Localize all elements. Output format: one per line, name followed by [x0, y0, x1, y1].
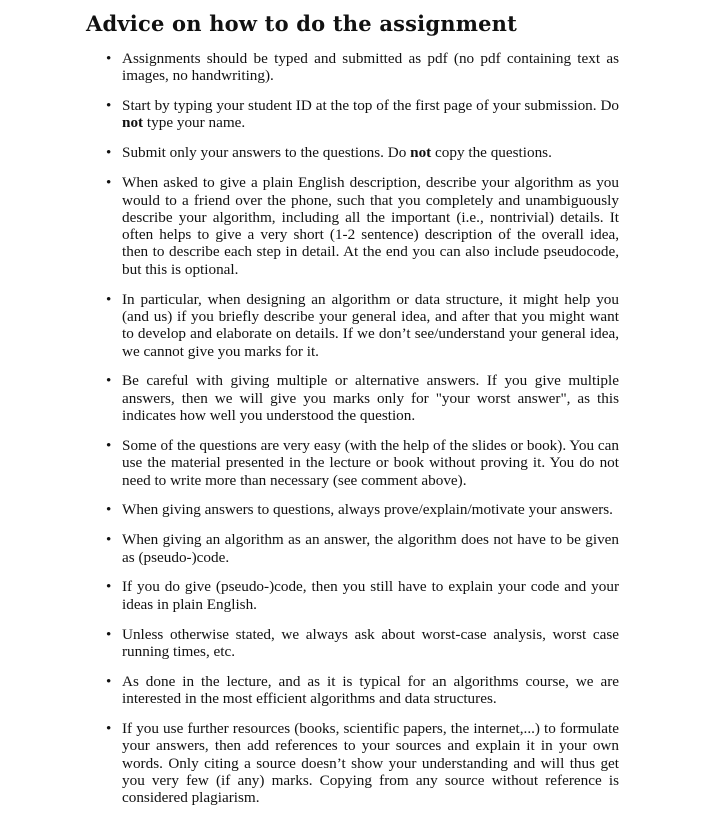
list-item: [86, 626, 619, 661]
bullet-icon: •: [106, 578, 112, 596]
bullet-icon: •: [106, 372, 112, 390]
list-item-text: Assignments should be typed and submitted as pdf (no pdf containing text as images, no handwriting).: [122, 50, 619, 85]
bullet-icon: •: [106, 436, 112, 454]
list-item: [86, 372, 619, 424]
emphasis-text: not: [410, 144, 432, 162]
bullet-icon: •: [106, 290, 112, 308]
list-item-text: When giving answers to questions, always prove/explain/motivate your answers.: [122, 501, 613, 519]
bullet-icon: •: [106, 501, 112, 519]
list-item-text: Be careful with giving multiple or alternative answers. If you give multiple answers, then we will give you marks only for "your worst answer", as this indicates how well you understood the question.: [122, 372, 619, 425]
bullet-icon: •: [106, 672, 112, 690]
list-item: [86, 50, 619, 85]
list-item-text: When giving an algorithm as an answer, the algorithm does not have to be given as (pseudo-)code.: [122, 531, 619, 566]
bullet-icon: •: [106, 625, 112, 643]
list-item-text: If you use further resources (books, scientific papers, the internet,...) to formulate your answers, then add references to your sources and explain it in your own words. Only citing a source doesn’t show your understanding and will thus get you very few (if any) marks. Copying from any source without reference is considered plagiarism.: [122, 720, 619, 807]
bullet-icon: •: [106, 97, 112, 115]
list-item-text: Some of the questions are very easy (with the help of the slides or book). You can use the material presented in the lecture or book without proving it. You do not need to write more than necessary (see comment above).: [122, 436, 619, 489]
bullet-icon: •: [106, 531, 112, 549]
list-item-text: Unless otherwise stated, we always ask about worst-case analysis, worst case running times, etc.: [122, 625, 619, 660]
list-item-text: In particular, when designing an algorithm or data structure, it might help you (and us) if you briefly describe your general idea, and after that you might want to develop and elaborate on details. If we don’t see/understand your general idea, we cannot give you marks for it.: [122, 290, 619, 360]
list-item-text: If you do give (pseudo-)code, then you still have to explain your code and your ideas in plain English.: [122, 578, 619, 613]
list-item: [86, 673, 619, 708]
page-title: Advice on how to do the assignment: [86, 11, 518, 36]
list-item: [86, 174, 619, 278]
bullet-icon: •: [106, 144, 112, 162]
list-item: [86, 531, 619, 566]
list-item: [86, 501, 619, 518]
list-item-text: Start by typing your student ID at the top of the first page of your submission. Do: [122, 97, 619, 115]
list-item: [86, 144, 619, 161]
list-item-text: As done in the lecture, and as it is typical for an algorithms course, we are interested in the most efficient algorithms and data structures.: [122, 672, 619, 708]
advice-list: [86, 50, 619, 807]
emphasis-text: not: [122, 114, 144, 132]
list-item-text: Submit only your answers to the questions. Do: [122, 144, 411, 162]
list-item-text: copy the questions.: [431, 144, 552, 162]
list-item: [86, 97, 619, 132]
bullet-icon: •: [106, 174, 112, 192]
bullet-icon: •: [106, 720, 112, 738]
list-item-text: When asked to give a plain English description, describe your algorithm as you would to a friend over the phone, such that you completely and unambiguously describe your algorithm, including all the important (i.e., nontrivial) details. It often helps to give a very short (1-2 sentence) description of the overall idea, then to describe each step in detail. At the end you can also include pseudocode, but this is optional.: [122, 174, 619, 278]
list-item: [86, 578, 619, 613]
bullet-icon: •: [106, 50, 112, 67]
list-item-text: type your name.: [143, 114, 246, 132]
list-item: [86, 437, 619, 489]
list-item: [86, 291, 619, 360]
list-item: [86, 720, 619, 806]
